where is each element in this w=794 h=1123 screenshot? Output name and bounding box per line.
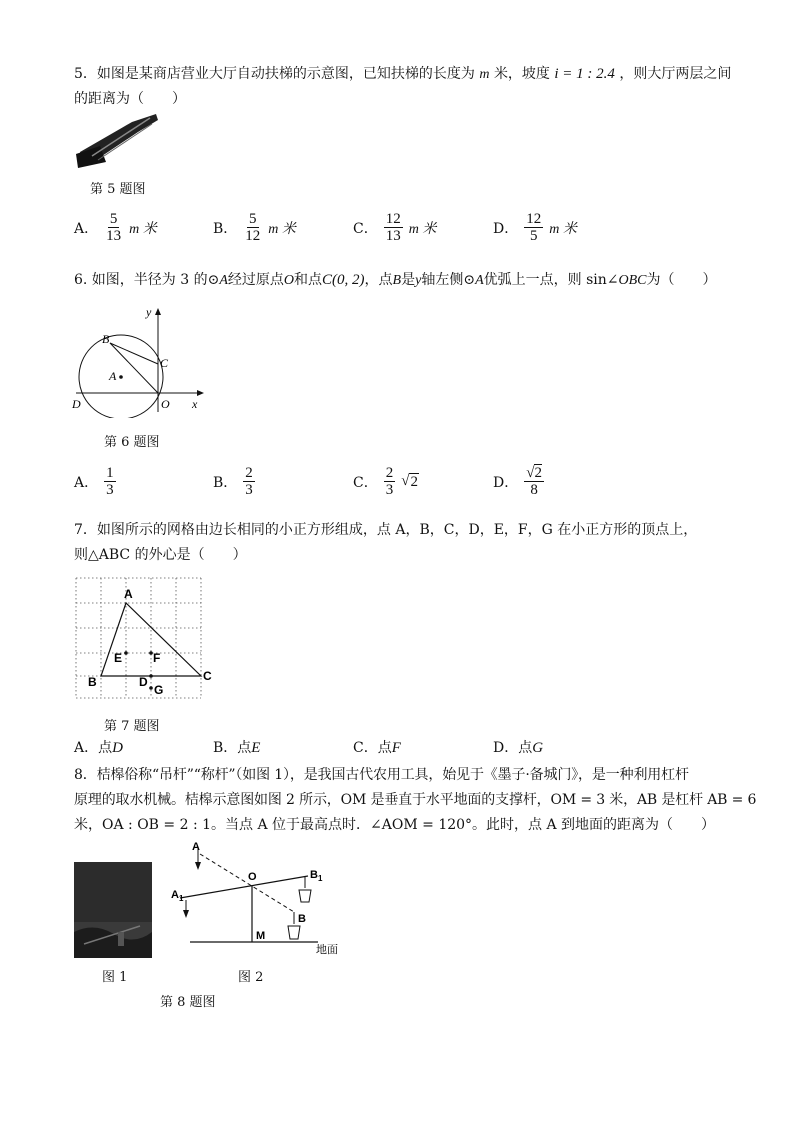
numerator: √2 <box>526 465 542 481</box>
fraction <box>243 465 255 498</box>
label-g: G <box>154 683 164 697</box>
q6-option-b <box>213 465 255 498</box>
label-c: C <box>160 356 169 370</box>
q5-option-a <box>74 211 157 244</box>
q8-caption: 第 8 题图 <box>160 995 216 1010</box>
q5-text-b: 米，坡度 <box>493 66 550 82</box>
q5-option-b <box>213 211 296 244</box>
numerator: 2 <box>245 465 253 481</box>
label-f: F <box>153 651 161 665</box>
q6-var: A <box>219 273 228 288</box>
q6-text: 是 <box>401 272 416 288</box>
q8-line1: 8．桔槔俗称“吊杆”“称杆”（如图 1），是我国古代农用工具，始见于《墨子·备城门》，是一种利用杠杆 <box>74 767 689 783</box>
q8-fig2-caption: 图 2 <box>238 970 264 985</box>
q6-option-c <box>353 465 419 498</box>
label-d: D <box>72 397 81 411</box>
q7-option-b <box>213 738 260 758</box>
q8-line2: 原理的取水机械。桔槔示意图如图 2 所示，OM 是垂直于水平地面的支撑杆，OM = 3 米，AB 是杠杆 AB = 6 <box>74 792 757 808</box>
q7-option-d <box>493 738 543 758</box>
fraction <box>104 211 123 244</box>
escalator-photo <box>72 112 162 172</box>
option-label: C．点 <box>353 740 392 756</box>
option-label: C． <box>353 474 378 491</box>
option-unit: m 米 <box>129 221 157 237</box>
q5-text-c: ，则大厅两层之间 <box>619 66 732 82</box>
label-d: D <box>139 675 148 689</box>
option-unit: m 米 <box>549 221 577 237</box>
q7-line1: 7．如图所示的网格由边长相同的小正方形组成，点 A，B，C，D，E，F，G 在小正方形的顶点上， <box>74 522 698 538</box>
fraction <box>243 211 262 244</box>
q5-line2: 的距离为（ ） <box>74 91 186 107</box>
denominator: 12 <box>245 228 261 244</box>
q7-caption: 第 7 题图 <box>104 719 160 734</box>
q6-text: 经过原点 <box>227 272 284 288</box>
numerator: 2 <box>385 465 394 481</box>
option-point: E <box>251 740 261 756</box>
q6-text: 轴左侧⊙ <box>421 272 476 288</box>
label-ground: 地面 <box>316 943 338 956</box>
q6-stem <box>74 270 716 291</box>
q6-var: O <box>283 273 295 288</box>
q6-text: 和点 <box>294 272 323 288</box>
denominator: 13 <box>385 228 401 244</box>
label-a1: $A_1$ <box>171 889 184 903</box>
denominator: 13 <box>106 228 122 244</box>
option-unit: m 米 <box>268 221 296 237</box>
label-b: B <box>88 675 97 689</box>
q6-text: 6. 如图，半径为 3 的⊙ <box>74 272 220 288</box>
denominator: 3 <box>245 482 253 498</box>
fraction <box>384 211 403 244</box>
radicand: 2 <box>410 473 418 490</box>
option-point: G <box>532 740 544 756</box>
q7-option-c <box>353 738 401 758</box>
option-label: D． <box>493 474 519 491</box>
numerator: 5 <box>109 211 118 227</box>
label-m: M <box>256 930 266 942</box>
well-sweep-photo <box>74 862 152 958</box>
q6-option-a <box>74 465 116 498</box>
q5-option-d <box>493 211 577 244</box>
q6-point-c: C(0, 2) <box>322 272 365 288</box>
q7-line2: 则△ABC 的外心是（ ） <box>74 547 247 563</box>
label-b1: $B_1$ <box>310 869 323 883</box>
fraction <box>524 465 544 498</box>
q6-text: 为（ ） <box>646 272 717 288</box>
numerator: 12 <box>526 211 542 227</box>
q5-line1 <box>74 64 731 85</box>
fraction <box>104 465 116 498</box>
label-c: C <box>203 669 212 683</box>
q6-caption: 第 6 题图 <box>104 435 160 450</box>
label-b: B <box>102 332 110 346</box>
circle-figure <box>70 300 210 418</box>
option-point: F <box>391 740 401 756</box>
radicand: 2 <box>534 465 542 481</box>
q7-option-a <box>74 738 123 758</box>
q5-var-m: m <box>479 67 490 82</box>
option-unit: m 米 <box>408 221 437 237</box>
q6-var: B <box>392 273 402 288</box>
option-label: B． <box>213 474 238 491</box>
sqrt: √ 2 <box>401 472 418 490</box>
label-a: A <box>192 841 200 853</box>
q5-caption: 第 5 题图 <box>90 182 146 197</box>
option-label: C． <box>353 220 378 237</box>
q5-option-c <box>353 211 436 244</box>
denominator: 5 <box>529 228 538 244</box>
q5-slope: i = 1 : 2.4 <box>554 66 615 82</box>
numerator: 12 <box>385 211 401 227</box>
q6-text: 优弧上一点，则 sin∠ <box>483 272 619 288</box>
label-o: O <box>161 397 170 411</box>
q8-line3: 米，OA : OB = 2 : 1。当点 A 位于最高点时．∠AOM = 120°。此时，点 A 到地面的距离为（ ） <box>74 817 716 833</box>
fraction <box>524 211 543 244</box>
q8-fig1-caption: 图 1 <box>102 970 128 985</box>
label-y: y <box>146 305 152 319</box>
label-e: E <box>114 651 123 665</box>
q6-text: ，点 <box>364 272 393 288</box>
option-label: A．点 <box>74 740 113 756</box>
grid-figure <box>70 570 220 702</box>
option-label: D．点 <box>493 740 533 756</box>
option-label: A． <box>74 220 99 237</box>
denominator: 3 <box>385 482 394 498</box>
option-label: A． <box>74 474 99 491</box>
label-x: x <box>192 397 198 411</box>
label-a: A <box>124 587 133 601</box>
lever-diagram <box>168 838 358 958</box>
q5-text-a: 5．如图是某商店营业大厅自动扶梯的示意图，已知扶梯的长度为 <box>74 66 475 82</box>
option-label: B． <box>213 220 238 237</box>
denominator: 8 <box>530 482 538 498</box>
option-point: D <box>112 740 123 756</box>
numerator: 5 <box>249 211 257 227</box>
label-o: O <box>248 871 257 883</box>
fraction <box>384 465 396 498</box>
option-label: B．点 <box>213 740 252 756</box>
numerator: 1 <box>106 465 114 481</box>
denominator: 3 <box>106 482 114 498</box>
q6-var: OBC <box>618 273 647 288</box>
q6-option-d <box>493 465 544 498</box>
option-label: D． <box>493 220 519 237</box>
label-b: B <box>298 913 306 925</box>
q6-var: y <box>415 273 422 288</box>
label-a: A <box>109 369 117 383</box>
q6-var: A <box>475 273 484 288</box>
